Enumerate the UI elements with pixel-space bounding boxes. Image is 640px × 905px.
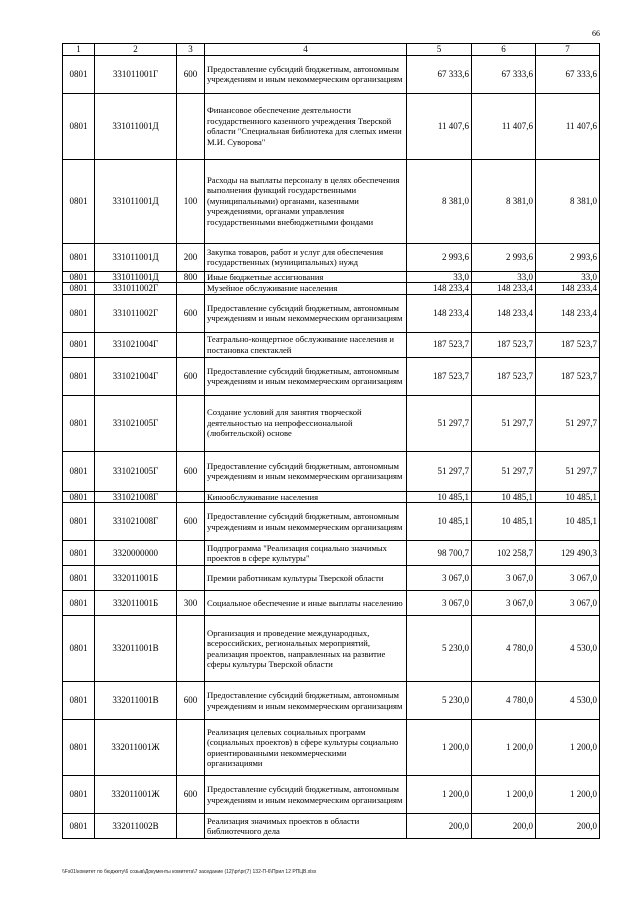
amount-year3-cell: 1 200,0 <box>536 720 600 776</box>
amount-year3-cell: 3 067,0 <box>536 591 600 616</box>
section-cell: 0801 <box>63 541 95 566</box>
item-name-cell: Театрально-концертное обслуживание населения и постановка спектаклей <box>205 332 407 357</box>
table-row <box>63 503 600 541</box>
expense-type-cell: 300 <box>177 591 205 616</box>
item-name-cell: Предоставление субсидий бюджетным, автономным учреждениям и иным некоммерческим организациям <box>205 357 407 395</box>
expense-type-cell <box>177 814 205 839</box>
target-code-cell: 331011001Д <box>95 271 177 283</box>
amount-year2-cell: 1 200,0 <box>472 776 536 814</box>
amount-year1-cell: 3 067,0 <box>407 591 472 616</box>
item-name-cell: Социальное обеспечение и иные выплаты населению <box>205 591 407 616</box>
expense-type-cell: 600 <box>177 357 205 395</box>
column-header: 6 <box>472 44 536 56</box>
amount-year3-cell: 1 200,0 <box>536 776 600 814</box>
amount-year1-cell: 8 381,0 <box>407 159 472 243</box>
amount-year1-cell: 148 233,4 <box>407 283 472 295</box>
amount-year2-cell: 51 297,7 <box>472 395 536 451</box>
expense-type-cell <box>177 616 205 682</box>
amount-year3-cell: 51 297,7 <box>536 395 600 451</box>
table-row <box>63 271 600 283</box>
amount-year2-cell: 1 200,0 <box>472 720 536 776</box>
amount-year1-cell: 148 233,4 <box>407 294 472 332</box>
amount-year2-cell: 102 258,7 <box>472 541 536 566</box>
table-row <box>63 451 600 491</box>
amount-year3-cell: 10 485,1 <box>536 503 600 541</box>
amount-year3-cell: 187 523,7 <box>536 357 600 395</box>
target-code-cell: 331011001Д <box>95 159 177 243</box>
table-row <box>63 566 600 591</box>
item-name-cell: Создание условий для занятия творческой деятельностью на непрофессиональной (любительской) основе <box>205 395 407 451</box>
file-path-footer: \\Fs01\комитет по бюджету\6 созыв\Документы комитета\7 заседание (12)\pr\pr(7) 132-П-6\Прил 12 РПЦВ.xlsx <box>62 869 317 875</box>
expense-type-cell: 600 <box>177 682 205 720</box>
target-code-cell: 332011001Ж <box>95 776 177 814</box>
expense-type-cell: 600 <box>177 503 205 541</box>
table-row <box>63 357 600 395</box>
target-code-cell: 332011002В <box>95 814 177 839</box>
table-row <box>63 814 600 839</box>
table-row <box>63 720 600 776</box>
table-body <box>63 55 600 839</box>
amount-year3-cell: 148 233,4 <box>536 283 600 295</box>
amount-year2-cell: 4 780,0 <box>472 616 536 682</box>
expense-type-cell <box>177 541 205 566</box>
column-header: 4 <box>205 44 407 56</box>
target-code-cell: 331021005Г <box>95 395 177 451</box>
expense-type-cell: 600 <box>177 451 205 491</box>
amount-year1-cell: 10 485,1 <box>407 491 472 503</box>
item-name-cell: Расходы на выплаты персоналу в целях обеспечения выполнения функций государственными (муниципальными) органами, казенными учреждениями, органами управления государственными внебюджетными фондами <box>205 159 407 243</box>
item-name-cell: Предоставление субсидий бюджетным, автономным учреждениям и иным некоммерческим организациям <box>205 294 407 332</box>
amount-year2-cell: 200,0 <box>472 814 536 839</box>
amount-year1-cell: 2 993,6 <box>407 243 472 271</box>
amount-year3-cell: 10 485,1 <box>536 491 600 503</box>
target-code-cell: 332011001В <box>95 616 177 682</box>
section-cell: 0801 <box>63 357 95 395</box>
section-cell: 0801 <box>63 93 95 159</box>
table-row <box>63 776 600 814</box>
section-cell: 0801 <box>63 271 95 283</box>
amount-year1-cell: 33,0 <box>407 271 472 283</box>
amount-year1-cell: 1 200,0 <box>407 720 472 776</box>
amount-year3-cell: 200,0 <box>536 814 600 839</box>
table-row <box>63 283 600 295</box>
amount-year1-cell: 187 523,7 <box>407 357 472 395</box>
expense-type-cell: 200 <box>177 243 205 271</box>
item-name-cell: Финансовое обеспечение деятельности государственного казенного учреждения Тверской области "Специальная библиотека для слепых имени М.И. Суворова" <box>205 93 407 159</box>
expense-type-cell: 600 <box>177 294 205 332</box>
section-cell: 0801 <box>63 566 95 591</box>
amount-year2-cell: 148 233,4 <box>472 294 536 332</box>
expense-type-cell: 600 <box>177 55 205 93</box>
expense-type-cell <box>177 283 205 295</box>
amount-year1-cell: 5 230,0 <box>407 616 472 682</box>
amount-year2-cell: 33,0 <box>472 271 536 283</box>
amount-year2-cell: 10 485,1 <box>472 503 536 541</box>
table-row <box>63 395 600 451</box>
table-row <box>63 541 600 566</box>
table-row <box>63 243 600 271</box>
section-cell: 0801 <box>63 616 95 682</box>
item-name-cell: Закупка товаров, работ и услуг для обеспечения государственных (муниципальных) нужд <box>205 243 407 271</box>
target-code-cell: 331011001Г <box>95 55 177 93</box>
amount-year2-cell: 11 407,6 <box>472 93 536 159</box>
section-cell: 0801 <box>63 332 95 357</box>
amount-year3-cell: 67 333,6 <box>536 55 600 93</box>
amount-year3-cell: 187 523,7 <box>536 332 600 357</box>
section-cell: 0801 <box>63 491 95 503</box>
page-number: 66 <box>592 29 600 38</box>
table-row <box>63 491 600 503</box>
item-name-cell: Предоставление субсидий бюджетным, автономным учреждениям и иным некоммерческим организациям <box>205 503 407 541</box>
amount-year3-cell: 51 297,7 <box>536 451 600 491</box>
amount-year1-cell: 3 067,0 <box>407 566 472 591</box>
table-row <box>63 93 600 159</box>
section-cell: 0801 <box>63 159 95 243</box>
amount-year1-cell: 11 407,6 <box>407 93 472 159</box>
amount-year2-cell: 67 333,6 <box>472 55 536 93</box>
expense-type-cell <box>177 720 205 776</box>
item-name-cell: Музейное обслуживание населения <box>205 283 407 295</box>
expense-type-cell: 600 <box>177 776 205 814</box>
amount-year3-cell: 3 067,0 <box>536 566 600 591</box>
target-code-cell: 331021005Г <box>95 451 177 491</box>
item-name-cell: Организация и проведение международных, всероссийских, региональных мероприятий, реализация проектов, направленных на развитие сферы культуры Тверской области <box>205 616 407 682</box>
amount-year1-cell: 51 297,7 <box>407 451 472 491</box>
table-row <box>63 616 600 682</box>
column-header: 1 <box>63 44 95 56</box>
item-name-cell: Предоставление субсидий бюджетным, автономным учреждениям и иным некоммерческим организациям <box>205 682 407 720</box>
amount-year1-cell: 5 230,0 <box>407 682 472 720</box>
amount-year3-cell: 11 407,6 <box>536 93 600 159</box>
amount-year3-cell: 129 490,3 <box>536 541 600 566</box>
target-code-cell: 331011002Г <box>95 294 177 332</box>
target-code-cell: 331021004Г <box>95 357 177 395</box>
item-name-cell: Премии работникам культуры Тверской области <box>205 566 407 591</box>
item-name-cell: Предоставление субсидий бюджетным, автономным учреждениям и иным некоммерческим организациям <box>205 776 407 814</box>
expense-type-cell: 100 <box>177 159 205 243</box>
column-header: 3 <box>177 44 205 56</box>
amount-year3-cell: 4 530,0 <box>536 616 600 682</box>
amount-year3-cell: 148 233,4 <box>536 294 600 332</box>
amount-year2-cell: 3 067,0 <box>472 591 536 616</box>
target-code-cell: 331021004Г <box>95 332 177 357</box>
amount-year2-cell: 51 297,7 <box>472 451 536 491</box>
amount-year3-cell: 8 381,0 <box>536 159 600 243</box>
table-header-row <box>63 44 600 56</box>
amount-year2-cell: 2 993,6 <box>472 243 536 271</box>
table-row <box>63 159 600 243</box>
section-cell: 0801 <box>63 776 95 814</box>
section-cell: 0801 <box>63 294 95 332</box>
amount-year2-cell: 4 780,0 <box>472 682 536 720</box>
expense-type-cell: 800 <box>177 271 205 283</box>
section-cell: 0801 <box>63 451 95 491</box>
amount-year2-cell: 187 523,7 <box>472 357 536 395</box>
section-cell: 0801 <box>63 395 95 451</box>
amount-year1-cell: 200,0 <box>407 814 472 839</box>
item-name-cell: Реализация значимых проектов в области библиотечного дела <box>205 814 407 839</box>
column-header: 7 <box>536 44 600 56</box>
target-code-cell: 332011001В <box>95 682 177 720</box>
expense-type-cell <box>177 332 205 357</box>
budget-table <box>62 43 600 839</box>
expense-type-cell <box>177 93 205 159</box>
section-cell: 0801 <box>63 814 95 839</box>
amount-year1-cell: 1 200,0 <box>407 776 472 814</box>
amount-year3-cell: 2 993,6 <box>536 243 600 271</box>
amount-year3-cell: 33,0 <box>536 271 600 283</box>
section-cell: 0801 <box>63 682 95 720</box>
amount-year1-cell: 98 700,7 <box>407 541 472 566</box>
expense-type-cell <box>177 566 205 591</box>
target-code-cell: 331021008Г <box>95 491 177 503</box>
table-row <box>63 591 600 616</box>
section-cell: 0801 <box>63 283 95 295</box>
amount-year2-cell: 10 485,1 <box>472 491 536 503</box>
amount-year2-cell: 148 233,4 <box>472 283 536 295</box>
expense-type-cell <box>177 395 205 451</box>
item-name-cell: Иные бюджетные ассигнования <box>205 271 407 283</box>
amount-year1-cell: 10 485,1 <box>407 503 472 541</box>
amount-year3-cell: 4 530,0 <box>536 682 600 720</box>
column-header: 2 <box>95 44 177 56</box>
amount-year1-cell: 51 297,7 <box>407 395 472 451</box>
amount-year1-cell: 187 523,7 <box>407 332 472 357</box>
table-row <box>63 332 600 357</box>
target-code-cell: 332011001Б <box>95 566 177 591</box>
section-cell: 0801 <box>63 55 95 93</box>
target-code-cell: 331011001Д <box>95 93 177 159</box>
item-name-cell: Реализация целевых социальных программ (социальных проектов) в сфере культуры социально ориентированными некоммерческими организациями <box>205 720 407 776</box>
item-name-cell: Предоставление субсидий бюджетным, автономным учреждениям и иным некоммерческим организациям <box>205 451 407 491</box>
expense-type-cell <box>177 491 205 503</box>
section-cell: 0801 <box>63 591 95 616</box>
section-cell: 0801 <box>63 243 95 271</box>
item-name-cell: Предоставление субсидий бюджетным, автономным учреждениям и иным некоммерческим организациям <box>205 55 407 93</box>
target-code-cell: 331011001Д <box>95 243 177 271</box>
amount-year2-cell: 187 523,7 <box>472 332 536 357</box>
amount-year1-cell: 67 333,6 <box>407 55 472 93</box>
target-code-cell: 332011001Б <box>95 591 177 616</box>
table-row <box>63 294 600 332</box>
amount-year2-cell: 8 381,0 <box>472 159 536 243</box>
amount-year2-cell: 3 067,0 <box>472 566 536 591</box>
target-code-cell: 331011002Г <box>95 283 177 295</box>
section-cell: 0801 <box>63 503 95 541</box>
target-code-cell: 332011001Ж <box>95 720 177 776</box>
item-name-cell: Кинообслуживание населения <box>205 491 407 503</box>
table-row <box>63 55 600 93</box>
section-cell: 0801 <box>63 720 95 776</box>
target-code-cell: 331021008Г <box>95 503 177 541</box>
target-code-cell: 3320000000 <box>95 541 177 566</box>
table-row <box>63 682 600 720</box>
column-header: 5 <box>407 44 472 56</box>
item-name-cell: Подпрограмма "Реализация социально значимых проектов в сфере культуры" <box>205 541 407 566</box>
